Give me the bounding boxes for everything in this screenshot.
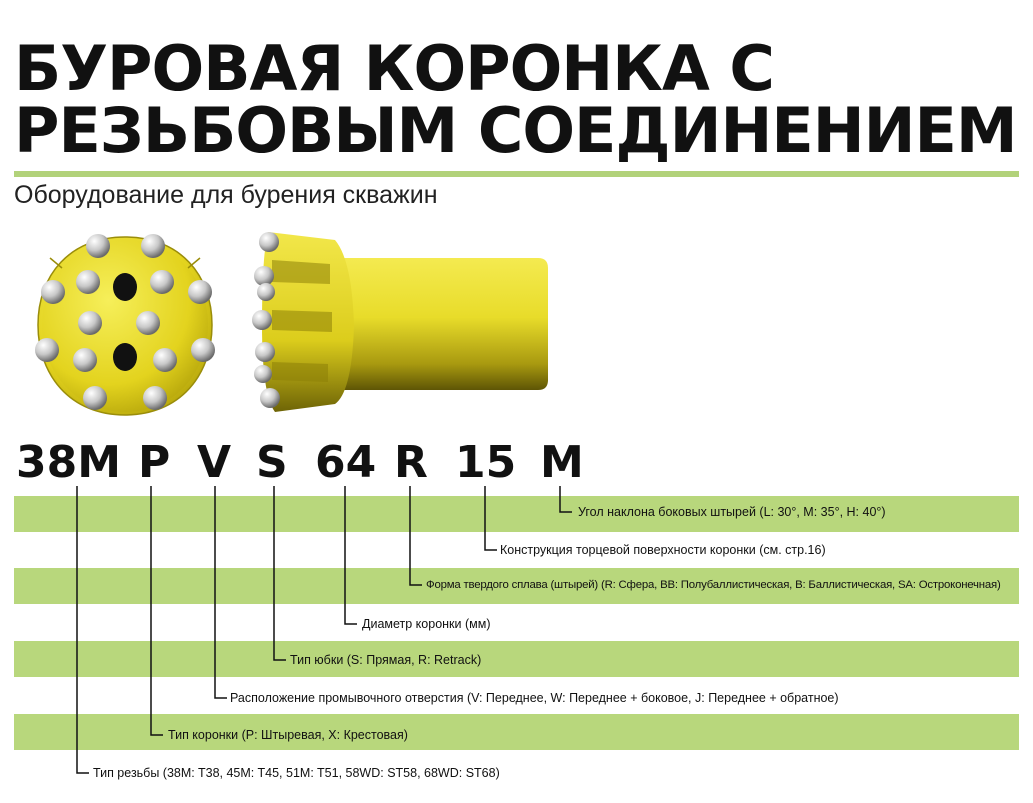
annotation-insert-shape: Форма твердого сплава (штырей) (R: Сфера, BB: Полубаллистическая, B: Баллистическая, SA: Остроконечная) [426,579,1001,591]
code-diameter: 64 [315,437,377,488]
code-insert-shape: R [394,437,428,488]
leader-skirt [274,486,286,660]
code-bit-type: P [138,437,171,488]
annotation-thread-type: Тип резьбы (38M: T38, 45M: T45, 51M: T51, 58WD: ST58, 68WD: ST68) [93,766,500,780]
subtitle: Оборудование для бурения скважин [14,181,438,209]
leader-thread-type [77,486,89,773]
annotation-bit-type: Тип коронки (P: Штыревая, X: Крестовая) [168,728,408,742]
code-face-design: 15 [455,437,517,488]
leader-gauge-angle [560,486,572,512]
code-gauge-angle: M [540,437,584,488]
leader-bit-type [151,486,163,735]
title-line-1: БУРОВАЯ КОРОНКА С [14,32,774,105]
annotation-flushing: Расположение промывочного отверстия (V: Переднее, W: Переднее + боковое, J: Переднее + обратное) [230,691,839,705]
code-thread-type: 38M [16,437,122,488]
annotation-diameter: Диаметр коронки (мм) [362,617,491,631]
annotation-gauge-angle: Угол наклона боковых штырей (L: 30°, M: 35°, H: 40°) [578,505,886,519]
leader-diameter [345,486,357,624]
code-skirt: S [256,437,288,488]
code-flushing: V [197,437,232,488]
leader-face-design [485,486,497,550]
leader-insert-shape [410,486,422,585]
leader-flushing [215,486,227,698]
annotation-face-design: Конструкция торцевой поверхности коронки (см. стр.16) [500,543,826,557]
title-line-2: РЕЗЬБОВЫМ СОЕДИНЕНИЕМ [14,94,1017,167]
annotation-skirt: Тип юбки (S: Прямая, R: Retrack) [290,653,482,667]
